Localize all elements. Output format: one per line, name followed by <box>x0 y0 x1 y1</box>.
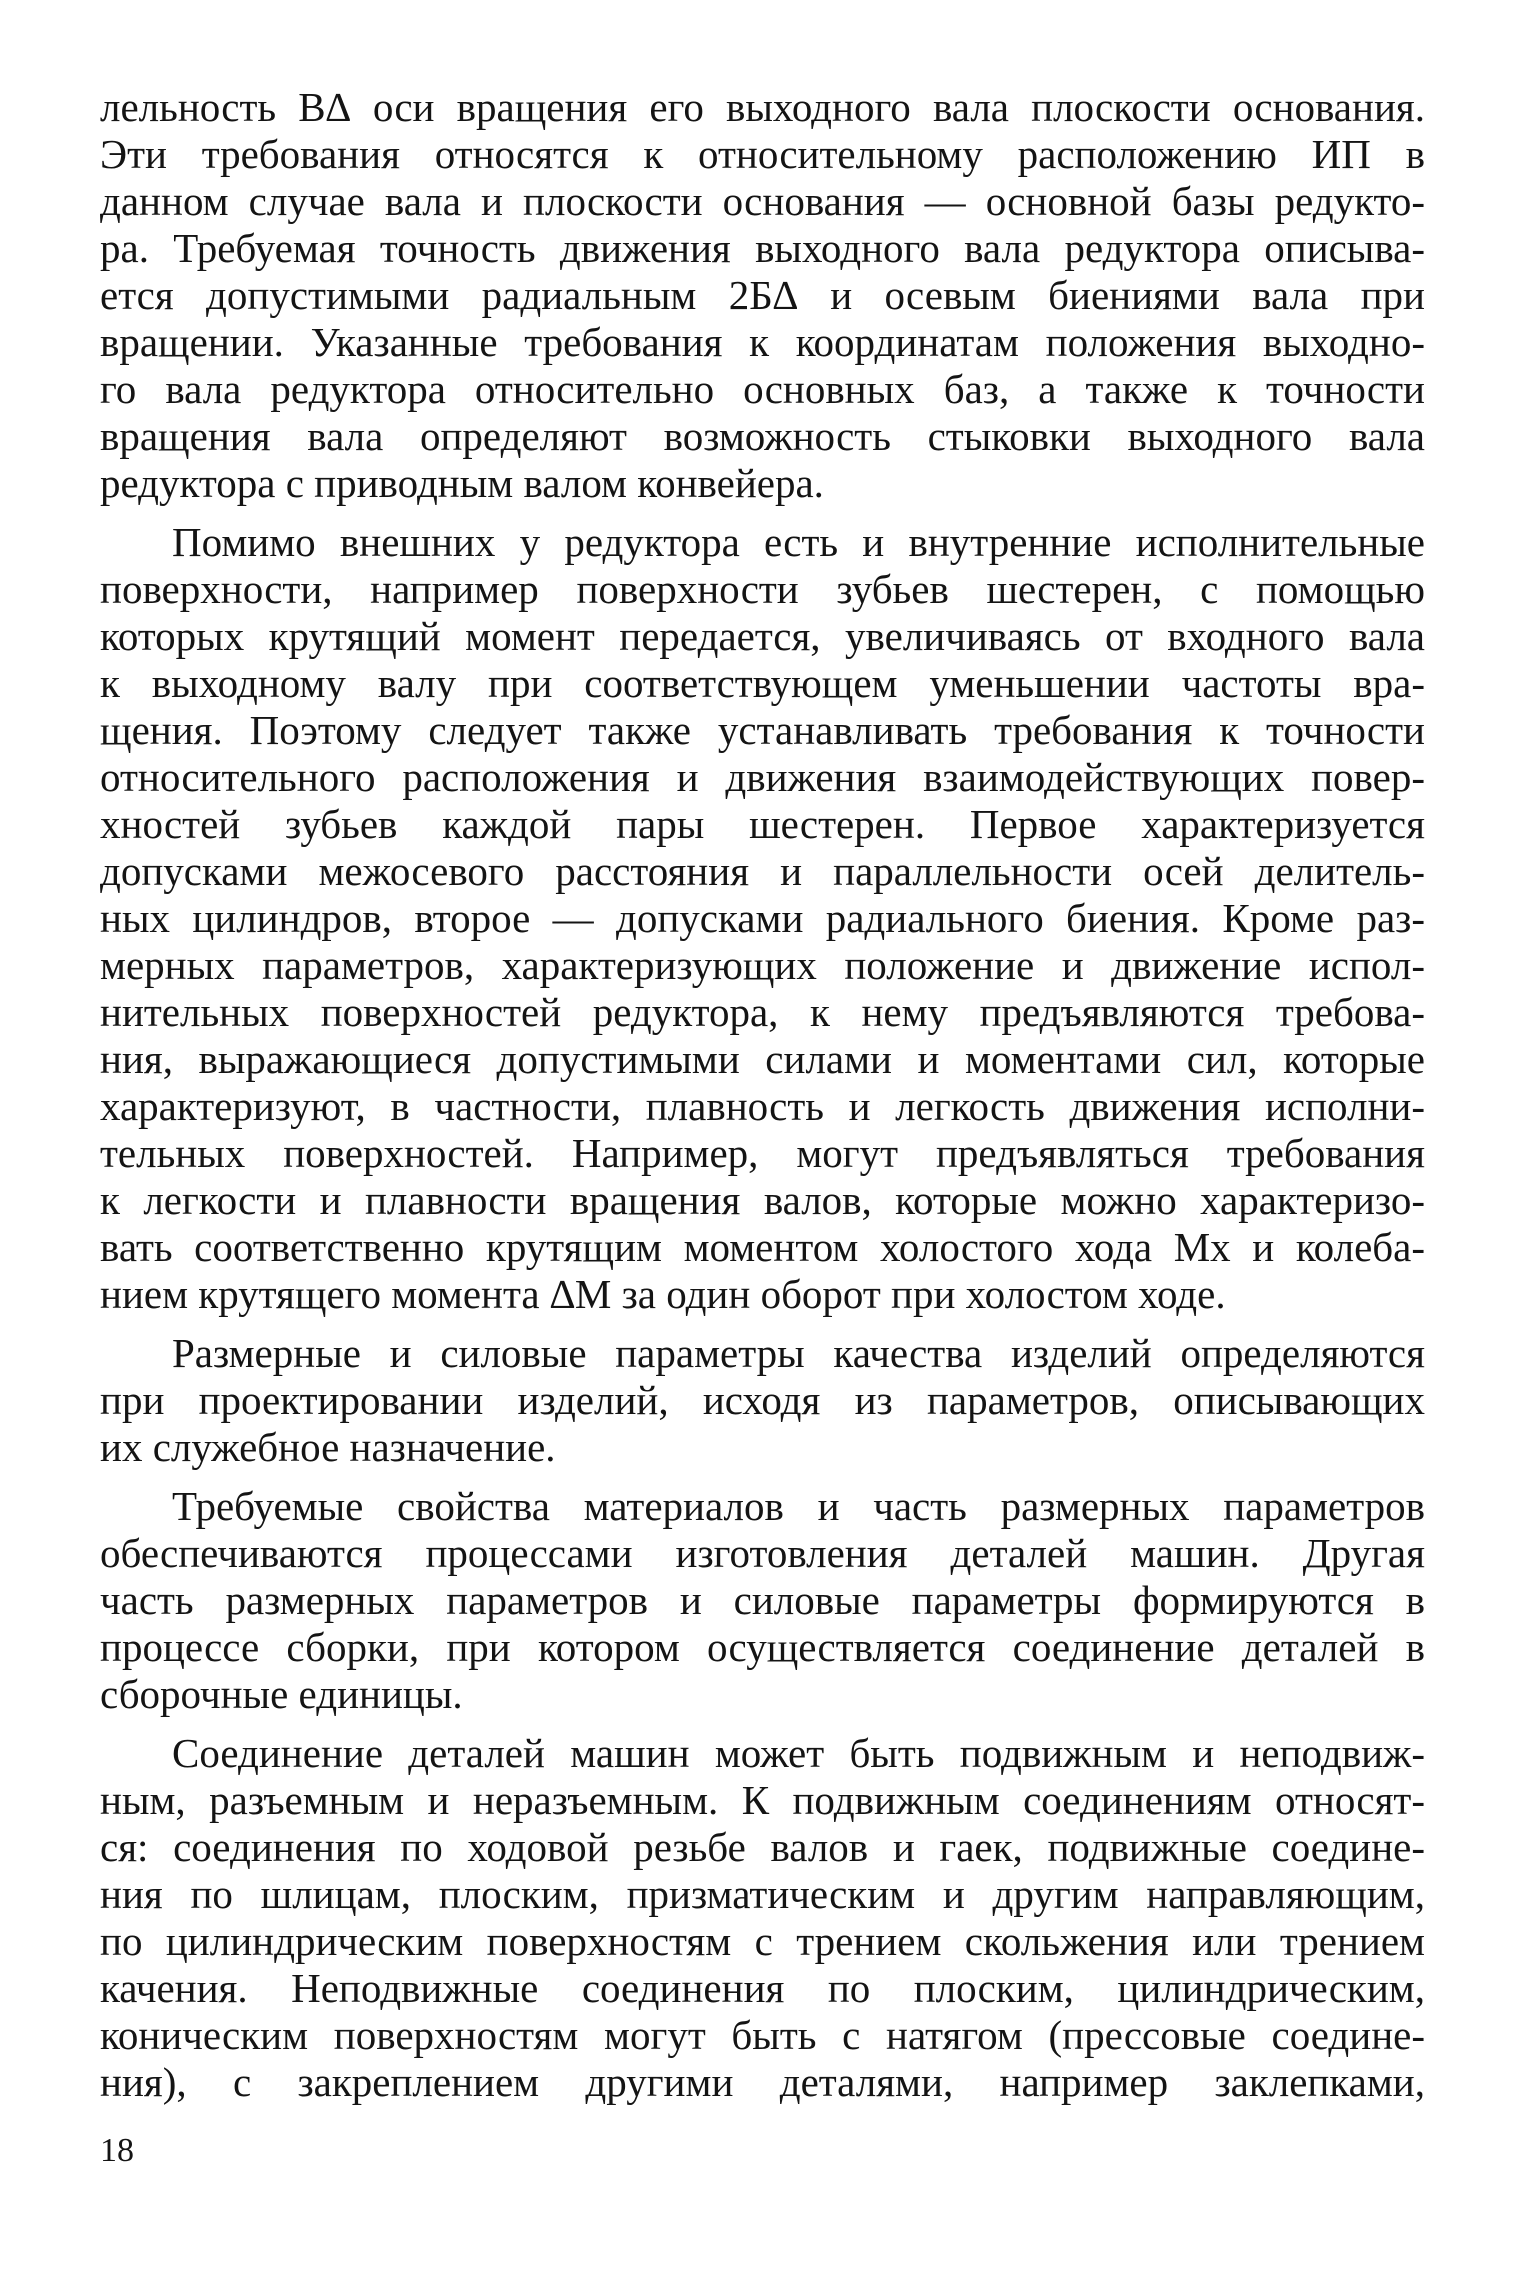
text-line: тельных поверхностей. Например, могут предъявляться требования <box>100 1130 1425 1176</box>
paragraph <box>100 519 1425 1318</box>
text-line: нием крутящего момента ∆М за один оборот при холостом ходе. <box>100 1271 1226 1317</box>
text-line: которых крутящий момент передается, увеличиваясь от входного вала <box>100 613 1425 659</box>
text-line: качения. Неподвижные соединения по плоским, цилиндрическим, <box>100 1965 1425 2011</box>
text-line: ния, выражающиеся допустимыми силами и моментами сил, которые <box>100 1036 1425 1082</box>
text-line: вать соответственно крутящим моментом холостого хода Мx и колеба- <box>100 1224 1425 1270</box>
text-line: обеспечиваются процессами изготовления деталей машин. Другая <box>100 1530 1425 1576</box>
text-line: при проектировании изделий, исходя из параметров, описывающих <box>100 1377 1425 1423</box>
text-line: вращения вала определяют возможность стыковки выходного вала <box>100 413 1425 459</box>
page-number: 18 <box>100 2132 134 2169</box>
paragraph-gap <box>100 1471 1425 1483</box>
text-line: ния по шлицам, плоским, призматическим и другим направляющим, <box>100 1871 1425 1917</box>
paragraph-gap <box>100 1718 1425 1730</box>
text-line: ным, разъемным и неразъемным. К подвижным соединениям относят- <box>100 1777 1425 1823</box>
text-line: характеризуют, в частности, плавность и легкость движения исполни- <box>100 1083 1425 1129</box>
text-line: часть размерных параметров и силовые параметры формируются в <box>100 1577 1425 1623</box>
text-line: Эти требования относятся к относительному расположению ИП в <box>100 131 1425 177</box>
page-body <box>100 84 1425 2106</box>
text-line: ся: соединения по ходовой резьбе валов и гаек, подвижные соедине- <box>100 1824 1425 1870</box>
text-line: сборочные единицы. <box>100 1671 463 1717</box>
paragraph-gap <box>100 507 1425 519</box>
paragraph <box>100 1483 1425 1718</box>
text-line: го вала редуктора относительно основных баз, а также к точности <box>100 366 1425 412</box>
text-line: их служебное назначение. <box>100 1424 556 1470</box>
text-line: Помимо внешних у редуктора есть и внутренние исполнительные <box>172 519 1425 565</box>
text-line: ра. Требуемая точность движения выходного вала редуктора описыва- <box>100 225 1425 271</box>
text-line: данном случае вала и плоскости основания — основной базы редукто- <box>100 178 1425 224</box>
text-line: ния), с закреплением другими деталями, например заклепками, <box>100 2059 1425 2105</box>
paragraph <box>100 84 1425 507</box>
text-line: процессе сборки, при котором осуществляется соединение деталей в <box>100 1624 1425 1670</box>
text-line: мерных параметров, характеризующих положение и движение испол- <box>100 942 1425 988</box>
text-line: Требуемые свойства материалов и часть размерных параметров <box>172 1483 1425 1529</box>
paragraph <box>100 1730 1425 2106</box>
text-line: поверхности, например поверхности зубьев шестерен, с помощью <box>100 566 1425 612</box>
text-line: редуктора с приводным валом конвейера. <box>100 460 824 506</box>
text-line: нительных поверхностей редуктора, к нему предъявляются требова- <box>100 989 1425 1035</box>
paragraph-gap <box>100 1318 1425 1330</box>
text-line: хностей зубьев каждой пары шестерен. Первое характеризуется <box>100 801 1425 847</box>
text-line: Размерные и силовые параметры качества изделий определяются <box>172 1330 1425 1376</box>
text-line: щения. Поэтому следует также устанавливать требования к точности <box>100 707 1425 753</box>
text-line: по цилиндрическим поверхностям с трением скольжения или трением <box>100 1918 1425 1964</box>
text-line: вращении. Указанные требования к координатам положения выходно- <box>100 319 1425 365</box>
text-line: Соединение деталей машин может быть подвижным и неподвиж- <box>172 1730 1425 1776</box>
text-line: коническим поверхностям могут быть с натягом (прессовые соедине- <box>100 2012 1425 2058</box>
text-line: ных цилиндров, второе — допусками радиального биения. Кроме раз- <box>100 895 1425 941</box>
text-line: к выходному валу при соответствующем уменьшении частоты вра- <box>100 660 1425 706</box>
text-line: к легкости и плавности вращения валов, которые можно характеризо- <box>100 1177 1425 1223</box>
text-line: относительного расположения и движения взаимодействующих повер- <box>100 754 1425 800</box>
text-line: ется допустимыми радиальным 2Б∆ и осевым биениями вала при <box>100 272 1425 318</box>
paragraph <box>100 1330 1425 1471</box>
text-line: допусками межосевого расстояния и параллельности осей делитель- <box>100 848 1425 894</box>
text-line: лельность В∆ оси вращения его выходного вала плоскости основания. <box>100 84 1425 130</box>
